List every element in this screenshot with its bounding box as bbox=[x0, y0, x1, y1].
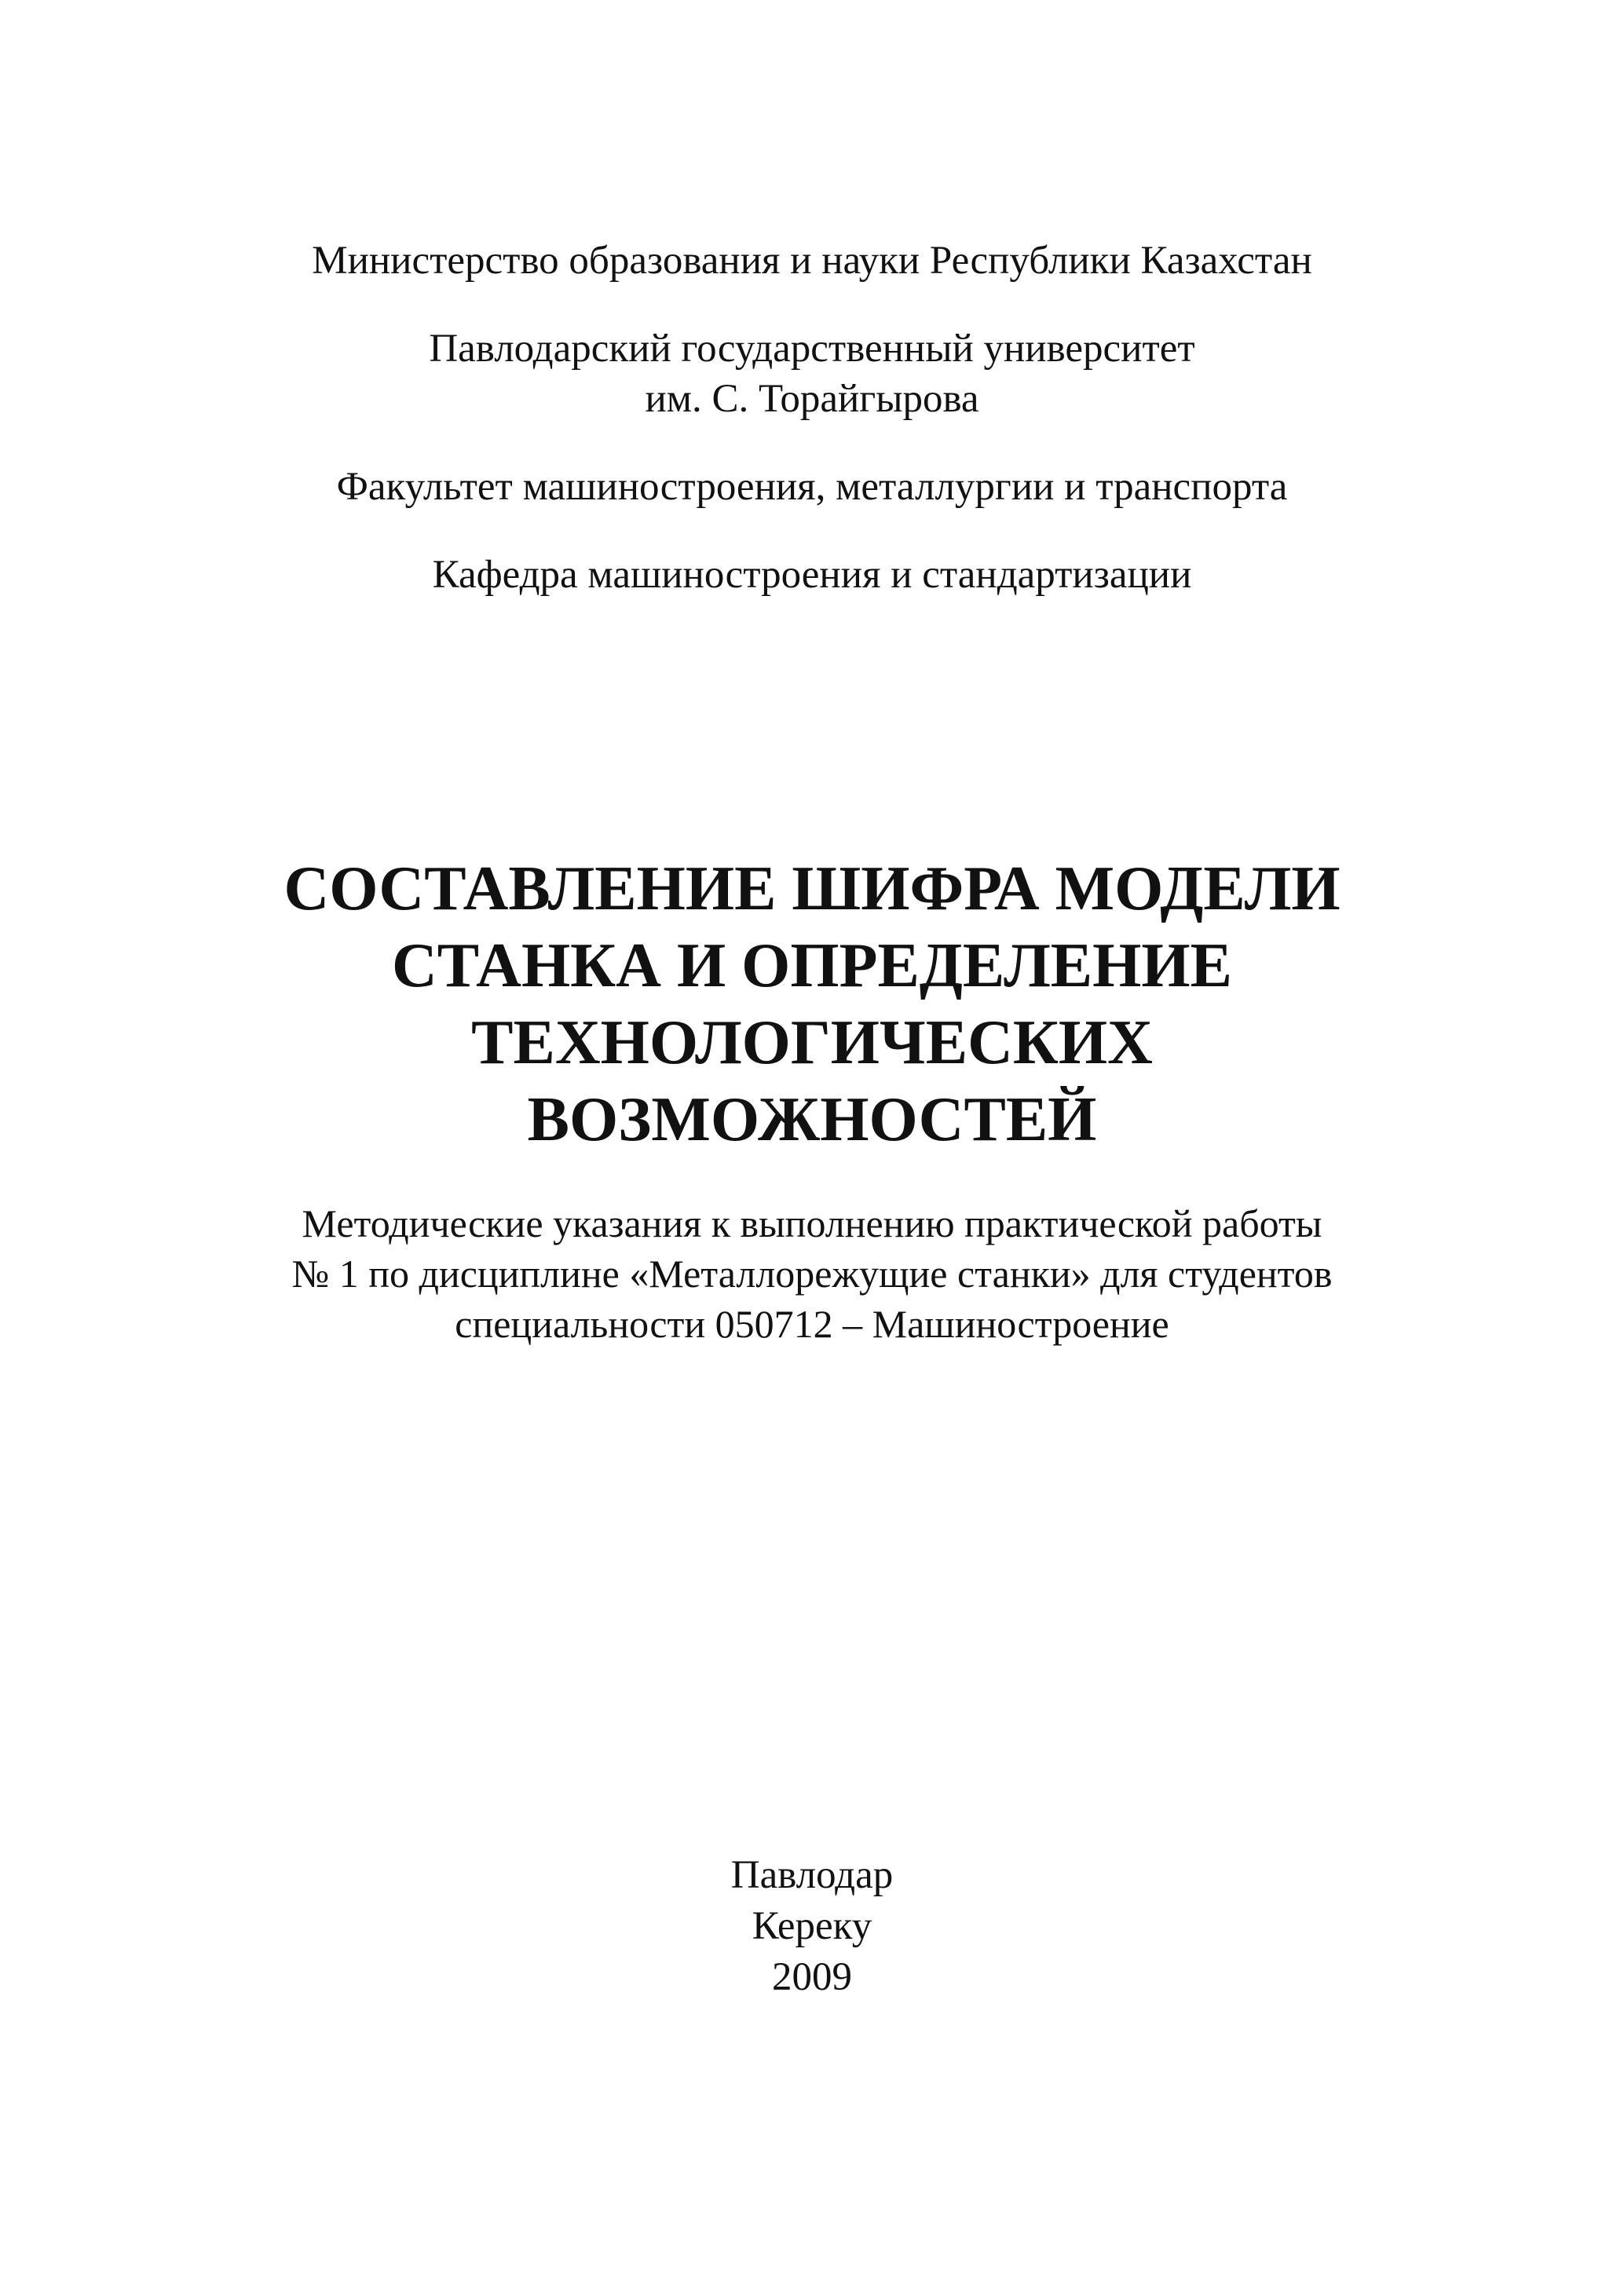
subtitle-line-2: № 1 по дисциплине «Металлорежущие станки» для студентов bbox=[291, 1252, 1333, 1296]
department-line: Кафедра машиностроения и стандартизации bbox=[432, 553, 1192, 597]
title-line-2: СТАНКА И ОПРЕДЕЛЕНИЕ bbox=[392, 931, 1232, 1000]
university-line-2: им. С. Торайгырова bbox=[645, 377, 979, 421]
subtitle-line-1: Методические указания к выполнению практической работы bbox=[302, 1201, 1322, 1245]
subtitle-line-3: специальности 050712 – Машиностроение bbox=[455, 1302, 1169, 1346]
faculty-line: Факультет машиностроения, металлургии и транспорта bbox=[336, 465, 1288, 509]
imprint-year: 2009 bbox=[772, 1955, 852, 1999]
title-line-1: СОСТАВЛЕНИЕ ШИФРА МОДЕЛИ bbox=[283, 854, 1341, 923]
ministry-line: Министерство образования и науки Республики Казахстан bbox=[312, 239, 1312, 283]
university-line-1: Павлодарский государственный университет bbox=[429, 327, 1195, 371]
title-line-3: ТЕХНОЛОГИЧЕСКИХ bbox=[471, 1008, 1153, 1077]
imprint-publisher: Кереку bbox=[752, 1904, 872, 1948]
imprint-city: Павлодар bbox=[730, 1853, 894, 1897]
title-line-4: ВОЗМОЖНОСТЕЙ bbox=[527, 1085, 1097, 1154]
